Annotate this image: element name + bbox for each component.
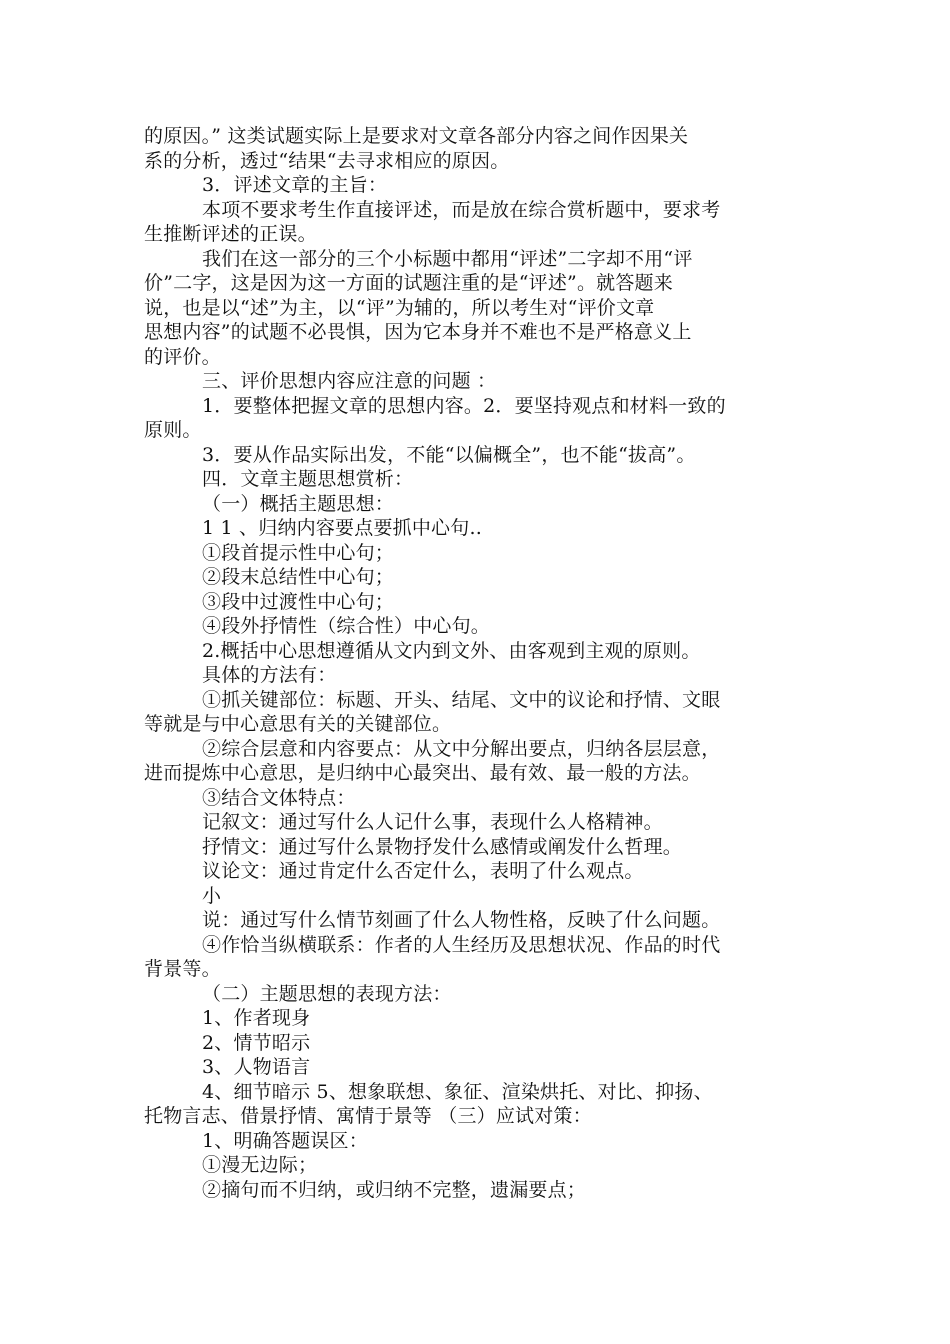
text-line: ①漫无边际； xyxy=(202,1154,318,1176)
text-line: 三、评价思想内容应注意的问题 ： xyxy=(202,370,497,392)
text-line: 具体的方法有： xyxy=(202,664,337,686)
text-line: 的原因。” 这类试题实际上是要求对文章各部分内容之间作因果关 xyxy=(144,125,689,147)
text-line: 3、人物语言 xyxy=(202,1056,311,1078)
text-line: ②摘句而不归纳，或归纳不完整，遗漏要点； xyxy=(202,1178,587,1201)
text-line: 2.概括中心思想遵循从文内到文外、由客观到主观的原则。 xyxy=(202,639,701,662)
text-line: 4、细节暗示 5、想象联想、象征、渲染烘托、对比、抑扬、 xyxy=(202,1080,713,1103)
text-line: 原则。 xyxy=(144,419,202,441)
text-line: 1、作者现身 xyxy=(202,1007,311,1029)
text-line: 2、情节昭示 xyxy=(202,1031,311,1054)
text-line: 的评价。 xyxy=(144,345,221,368)
text-line: 1 1 、归纳内容要点要抓中心句.. xyxy=(202,517,482,539)
text-line: 记叙文：通过写什么人记什么事，表现什么人格精神。 xyxy=(202,811,663,833)
text-line: 3．要从作品实际出发，不能“以偏概全”，也不能“拔高”。 xyxy=(202,443,696,466)
text-line: 抒情文：通过写什么景物抒发什么感情或阐发什么哲理。 xyxy=(202,835,683,858)
text-line: （二）主题思想的表现方法： xyxy=(202,982,452,1005)
text-line: 生推断评述的正误。 xyxy=(144,223,317,245)
text-line: 我们在这一部分的三个小标题中都用“评述”二字却不用“评 xyxy=(202,247,693,270)
text-line: ②段末总结性中心句； xyxy=(202,566,395,588)
text-line: ④段外抒情性（综合性）中心句。 xyxy=(202,615,491,637)
text-line: 1．要整体把握文章的思想内容。2．要坚持观点和材料一致的 xyxy=(202,394,726,417)
text-line: 价”二字，这是因为这一方面的试题注重的是“评述”。就答题来 xyxy=(144,272,673,294)
text-line: 托物言志、借景抒情、寓情于景等 （三）应试对策： xyxy=(144,1105,592,1127)
text-line: 背景等。 xyxy=(144,958,221,980)
text-line: 说，也是以“述”为主，以“评”为辅的，所以考生对“评价文章 xyxy=(144,296,655,319)
text-line: 3．评述文章的主旨： xyxy=(202,174,388,196)
text-line: ④作恰当纵横联系：作者的人生经历及思想状况、作品的时代 xyxy=(202,933,721,956)
text-line: ①抓关键部位：标题、开头、结尾、文中的议论和抒情、文眼 xyxy=(202,688,721,711)
text-line: 本项不要求考生作直接评述，而是放在综合赏析题中，要求考 xyxy=(202,198,721,221)
text-line: 思想内容”的试题不必畏惧，因为它本身并不难也不是严格意义上 xyxy=(144,321,692,343)
text-line: 1、明确答题误区： xyxy=(202,1129,368,1152)
text-line: 四．文章主题思想赏析： xyxy=(202,468,414,490)
text-line: ③段中过渡性中心句； xyxy=(202,590,395,613)
text-line: 说：通过写什么情节刻画了什么人物性格，反映了什么问题。 xyxy=(202,909,721,931)
text-line: 等就是与中心意思有关的关键部位。 xyxy=(144,713,452,735)
text-line: 议论文：通过肯定什么否定什么，表明了什么观点。 xyxy=(202,860,644,882)
text-line: ②综合层意和内容要点：从文中分解出要点，归纳各层层意， xyxy=(202,737,721,760)
text-line: 系的分析，透过“结果“去寻求相应的原因。 xyxy=(144,149,510,172)
text-line: ①段首提示性中心句； xyxy=(202,541,395,564)
text-line: 进而提炼中心意思，是归纳中心最突出、最有效、最一般的方法。 xyxy=(144,762,701,784)
text-line: （一）概括主题思想： xyxy=(202,492,395,515)
text-line: 小 xyxy=(202,884,222,907)
text-line: ③结合文体特点： xyxy=(202,786,356,809)
document-body xyxy=(144,124,808,1202)
